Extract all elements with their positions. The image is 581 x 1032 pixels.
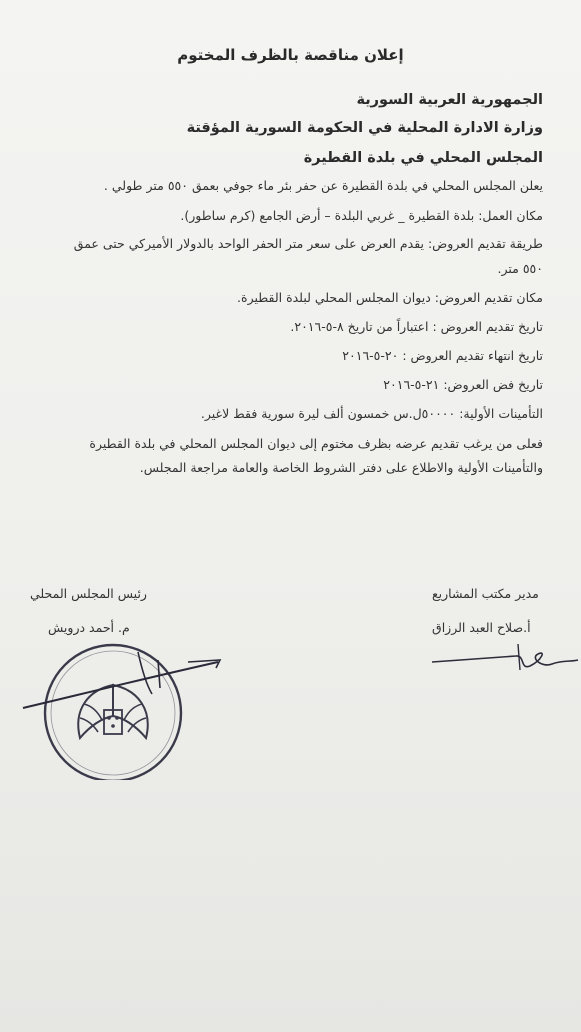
paragraph-offer-end-date: تاريخ انتهاء تقديم العروض : ٢٠-٥-٢٠١٦ — [342, 348, 543, 363]
paragraph-submission-cont: والتأمينات الأولية والاطلاع على دفتر الشروط الخاصة والعامة مراجعة المجلس. — [139, 460, 543, 475]
paragraph-opening-date: تاريخ فض العروض: ٢١-٥-٢٠١٦ — [383, 377, 543, 392]
header-line-council: المجلس المحلي في بلدة القطيرة — [303, 150, 543, 166]
header-line-republic: الجمهورية العربية السورية — [356, 92, 543, 108]
council-head-title: رئيس المجلس المحلي — [30, 586, 147, 601]
paragraph-offer-place: مكان تقديم العروض: ديوان المجلس المحلي لبلدة القطيرة. — [237, 290, 543, 305]
projects-manager-signature — [430, 640, 580, 680]
projects-manager-title: مدير مكتب المشاريع — [432, 586, 539, 601]
projects-manager-name: أ.صلاح العبد الرزاق — [432, 620, 531, 635]
paragraph-offer-start-date: تاريخ تقديم العروض : اعتباراً من تاريخ ٨-٥-٢٠١٦. — [290, 319, 543, 334]
paragraph-well-drilling: يعلن المجلس المحلي في بلدة القطيرة عن حفر بئر ماء جوفي بعمق ٥٥٠ متر طولي . — [103, 178, 543, 193]
council-head-name: م. أحمد درويش — [48, 620, 130, 635]
paragraph-offer-method: طريقة تقديم العروض: يقدم العرض على سعر متر الحفر الواحد بالدولار الأميركي حتى عمق — [73, 236, 543, 251]
paragraph-deposit: التأمينات الأولية: ٥٠٠٠٠ل.س خمسون ألف ليرة سورية فقط لاغير. — [200, 406, 543, 421]
paragraph-submission: فعلى من يرغب تقديم عرضه بظرف مختوم إلى ديوان المجلس المحلي في بلدة القطيرة — [89, 436, 543, 451]
paragraph-offer-depth: ٥٥٠ متر. — [497, 261, 543, 276]
header-line-ministry: وزارة الادارة المحلية في الحكومة السورية المؤقتة — [186, 120, 543, 136]
announcement-title: إعلان مناقصة بالظرف المختوم — [177, 46, 404, 64]
paragraph-work-location: مكان العمل: بلدة القطيرة _ غربي البلدة – أرض الجامع (كرم ساطور). — [180, 208, 543, 223]
council-stamp — [18, 640, 238, 780]
